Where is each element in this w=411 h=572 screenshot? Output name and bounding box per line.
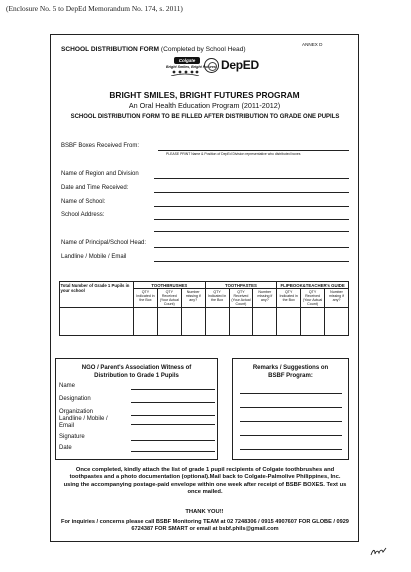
handwritten-initials-icon xyxy=(370,547,388,557)
table-cell[interactable] xyxy=(205,308,229,336)
principal-field[interactable] xyxy=(154,247,349,248)
program-logo-tagline: Bright Smiles, Bright Futures xyxy=(166,65,216,69)
kids-illustration-icon xyxy=(170,70,200,76)
ngo-name-field[interactable] xyxy=(131,389,215,390)
table-header-toothbrushes: TOOTHBRUSHES xyxy=(134,282,206,289)
remarks-field-line-2[interactable] xyxy=(240,407,342,408)
table-cell[interactable] xyxy=(229,308,253,336)
ngo-designation-field[interactable] xyxy=(131,402,215,403)
table-header-toothpastes: TOOTHPASTES xyxy=(205,282,277,289)
table-subheader-qty-received: QTY Received (Your Actual Count) xyxy=(301,289,325,308)
school-name-field[interactable] xyxy=(154,206,349,207)
table-cell[interactable] xyxy=(181,308,205,336)
boxes-received-field[interactable] xyxy=(158,150,349,151)
ngo-date-field[interactable] xyxy=(131,451,215,452)
table-subheader-qty-received: QTY Received (Your Actual Count) xyxy=(229,289,253,308)
table-cell[interactable] xyxy=(157,308,181,336)
table-cell-total-pupils[interactable] xyxy=(60,308,134,336)
ngo-witness-title: NGO / Parent's Association Witness of Distribution to Grade 1 Pupils xyxy=(81,365,192,379)
remarks-field-line-4[interactable] xyxy=(240,435,342,436)
date-time-field[interactable] xyxy=(154,192,349,193)
school-name-label: Name of School: xyxy=(61,199,106,205)
table-subheader-qty-indicated: QTY Indicated in the Box xyxy=(277,289,301,308)
mailing-instructions: Once completed, kindly attach the list of grade 1 pupil recipients of Colgate toothbrushes and toothpastes and a photo documentation (optional).Mail back to Colgate-Palmolive Philippines, Inc. using the accompanying postage-paid envelope within one week after receipt of BSBF BOXES. Text us once mailed. xyxy=(63,467,347,496)
region-division-label: Name of Region and Division xyxy=(61,171,139,177)
school-address-field-line-2[interactable] xyxy=(154,231,349,232)
table-cell[interactable] xyxy=(134,308,158,336)
program-title: BRIGHT SMILES, BRIGHT FUTURES PROGRAM xyxy=(109,90,300,100)
distribution-table xyxy=(59,281,349,336)
ngo-designation-label: Designation xyxy=(59,396,91,402)
table-cell[interactable] xyxy=(277,308,301,336)
remarks-field-line-3[interactable] xyxy=(240,421,342,422)
remarks-title: Remarks / Suggestions on BSBF Program: xyxy=(252,365,329,379)
thank-you-text: THANK YOU!! xyxy=(185,509,224,515)
ngo-organization-field[interactable] xyxy=(131,415,215,416)
enclosure-reference: (Enclosure No. 5 to DepEd Memorandum No. 174, s. 2011) xyxy=(6,4,183,13)
form-instruction: SCHOOL DISTRIBUTION FORM TO BE FILLED AFTER DISTRIBUTION TO GRADE ONE PUPILS xyxy=(70,114,340,120)
table-header-total-pupils: Total Number of Grade 1 Pupils in your school xyxy=(60,282,134,308)
inquiry-contact-info: For inquiries / concerns please call BSBF Monitoring TEAM at 02 7248306 / 0915 4907607 FOR GLOBE / 0929 6724387 FOR SMART or email at bsbf.phils@gmail.com xyxy=(61,519,349,533)
program-subtitle: An Oral Health Education Program (2011-2012) xyxy=(128,101,281,110)
school-address-field[interactable] xyxy=(154,219,349,220)
table-subheader-qty-indicated: QTY Indicated in the Box xyxy=(205,289,229,308)
table-subheader-number-missing: Number missing if any? xyxy=(325,289,349,308)
logo-strip xyxy=(166,57,259,77)
deped-logo: DepED xyxy=(221,58,259,72)
deped-seal-icon xyxy=(204,58,219,73)
annex-label: ANNEX D xyxy=(302,42,323,47)
remarks-field-line-5[interactable] xyxy=(240,449,342,450)
table-group-header-row xyxy=(60,282,349,289)
ngo-contact-label: Landline / Mobile / Email xyxy=(59,416,108,429)
ngo-contact-field[interactable] xyxy=(131,424,215,425)
date-time-label: Date and Time Received: xyxy=(61,185,129,191)
colgate-program-logo xyxy=(166,57,216,77)
contact-label: Landline / Mobile / Email xyxy=(61,254,127,260)
ngo-date-label: Date xyxy=(59,445,72,451)
ngo-organization-label: Organization xyxy=(59,409,94,415)
table-subheader-number-missing: Number missing if any? xyxy=(181,289,205,308)
form-title-main: SCHOOL DISTRIBUTION FORM xyxy=(61,46,160,53)
boxes-received-hint: PLEASE PRINT Name & Position of DepEd Division representative who distributed boxes xyxy=(166,152,301,156)
table-cell[interactable] xyxy=(253,308,277,336)
contact-field[interactable] xyxy=(154,261,349,262)
table-subheader-qty-indicated: QTY Indicated in the Box xyxy=(134,289,158,308)
boxes-received-label: BSBF Boxes Received From: xyxy=(61,143,140,149)
remarks-field-line-1[interactable] xyxy=(240,393,342,394)
table-subheader-qty-received: QTY Received (Your Actual Count) xyxy=(157,289,181,308)
table-row xyxy=(60,308,349,336)
colgate-logo: Colgate xyxy=(174,57,200,64)
region-division-field[interactable] xyxy=(154,178,349,179)
school-address-label: School Address: xyxy=(61,212,105,218)
form-title-sub: (Completed by School Head) xyxy=(160,46,246,53)
table-subheader-number-missing: Number missing if any? xyxy=(253,289,277,308)
table-cell[interactable] xyxy=(301,308,325,336)
table-header-flipbook: FLIPBOOK&TEACHER's GUIDE xyxy=(277,282,349,289)
principal-label: Name of Principal/School Head: xyxy=(61,240,147,246)
table-cell[interactable] xyxy=(325,308,349,336)
remarks-box xyxy=(232,358,349,460)
ngo-signature-field[interactable] xyxy=(131,440,215,441)
ngo-name-label: Name xyxy=(59,383,76,389)
ngo-signature-label: Signature xyxy=(59,434,85,440)
form-title xyxy=(61,46,246,53)
